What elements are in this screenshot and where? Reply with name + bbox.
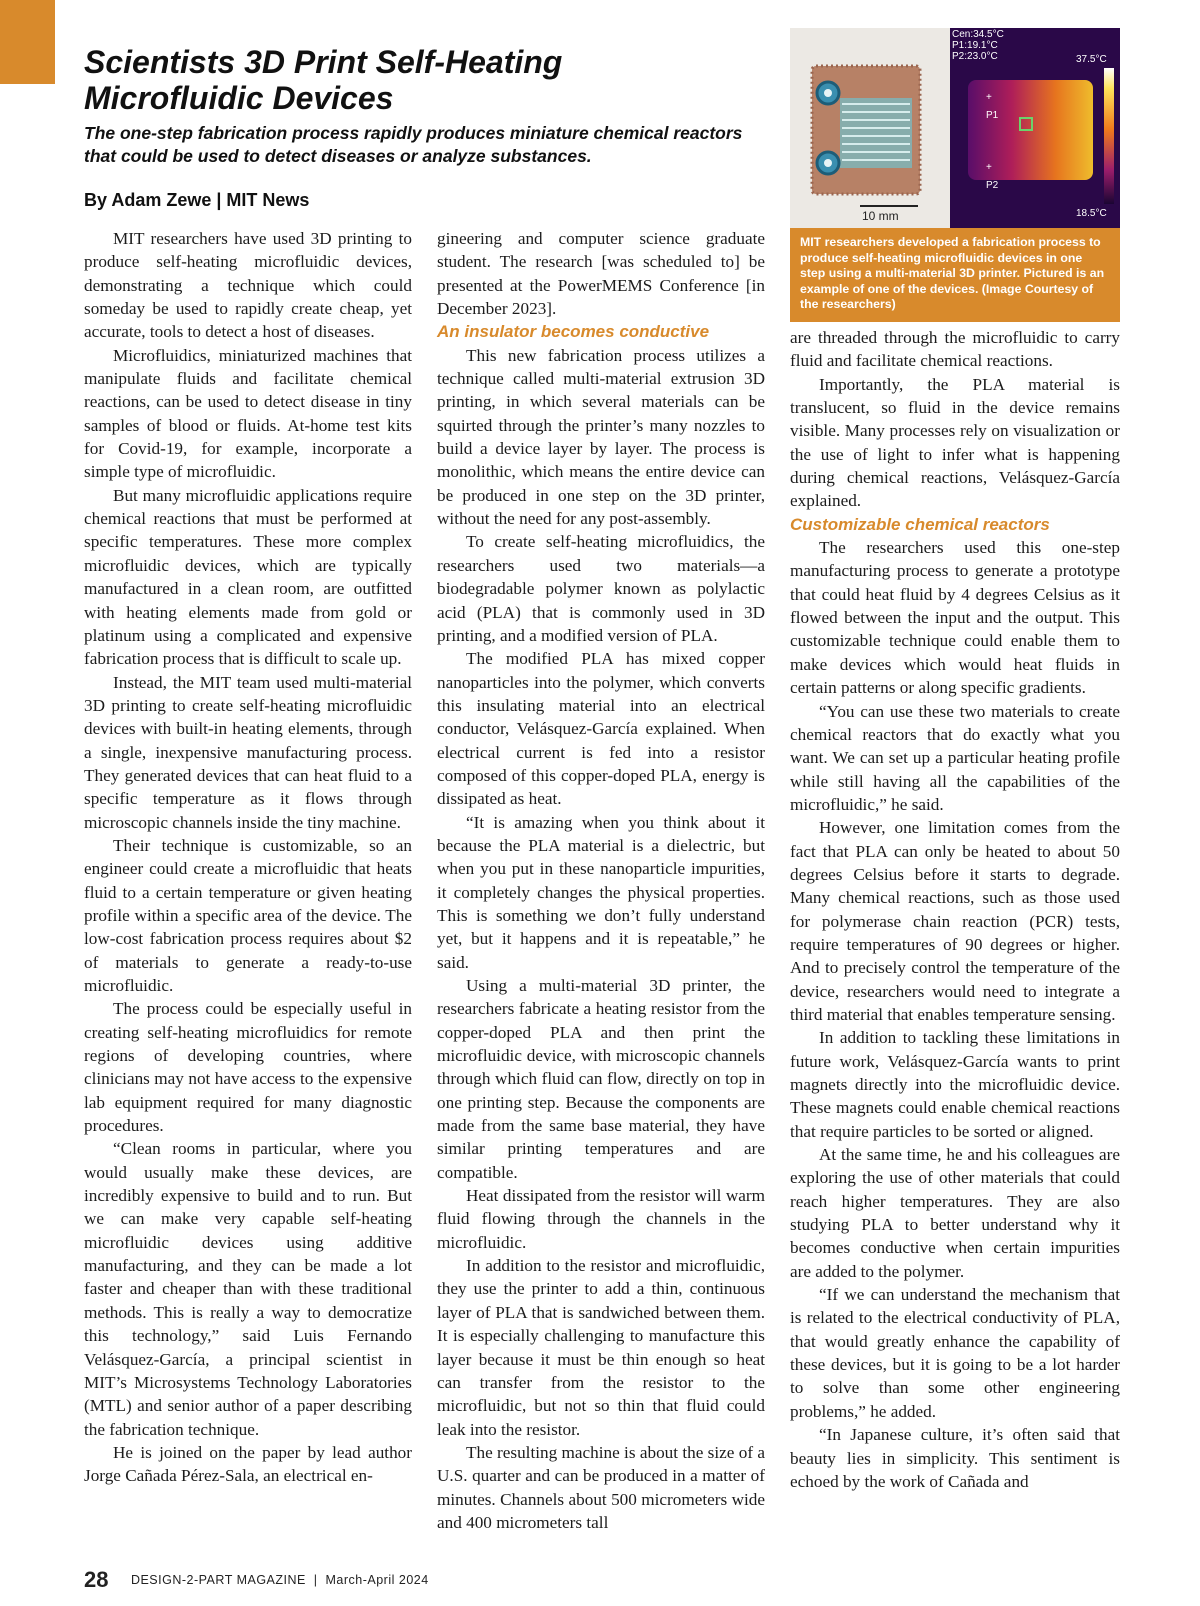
headline-line-1: Scientists 3D Print Self-Heating: [84, 44, 563, 80]
paragraph: He is joined on the paper by lead author Jorge Cañada Pérez-Sala, an electrical en-: [84, 1442, 412, 1486]
p1-label: P1: [986, 110, 999, 121]
paragraph: This new fabrication process utilizes a technique called multi-material extrusion 3D printing, in which several materials can be squirted through the printer’s many nozzles to build a device layer by layer. The process is monolithic, which means the entire device can be produced in one step on the 3D printer, without the need for any post-assembly.: [437, 345, 765, 529]
article-figure: [790, 28, 1120, 322]
scale-min-label: 18.5°C: [1076, 208, 1107, 219]
paragraph: “It is amazing when you think about it because the PLA material is a dielectric, but when you put in these nanoparticle impurities, it completely changes the physical properties. This is something we don’t fully understand yet, but it happens and it is repeatable,” he said.: [437, 812, 765, 972]
subheading-customizable: Customizable chemical reactors: [790, 514, 1050, 534]
section-tab-accent: [0, 0, 55, 84]
paragraph: Their technique is customizable, so an engineer could create a microfluidic that heats fluid to a certain temperature or given heating profile within a specific area of the device. The low-cost fabrication process requires about $2 of materials to generate a ready-to-use microfluidic.: [84, 835, 412, 995]
paragraph: The researchers used this one-step manufacturing process to generate a prototype that could heat fluid by 4 degrees Celsius as it flowed between the input and the output. This customizable technique could enable them to make devices which would heat fluids in certain patterns or along specific gradients.: [790, 538, 1120, 698]
headline-line-2: Microfluidic Devices: [84, 80, 394, 116]
outlet-port-hole: [824, 159, 832, 167]
scale-max-label: 37.5°C: [1076, 54, 1107, 65]
paragraph: are threaded through the microfluidic to carry fluid and facilitate chemical reactions.: [790, 328, 1120, 371]
page-footer: [84, 1567, 429, 1593]
column-1: [84, 227, 412, 1488]
paragraph: The modified PLA has mixed copper nanoparticles into the polymer, which converts this insulating material into an electrical conductor, Velásquez-García explained. When electrical current is fed into a resistor composed of this copper-doped PLA, energy is dissipated as heat.: [437, 649, 765, 809]
paragraph: Using a multi-material 3D printer, the researchers fabricate a heating resistor from the copper-doped PLA and then print the microfluidic device, with microscopic channels through which fluid can flow, directly on top in one printing step. Because the components are made from the same base material, they have similar printing temperatures and are compatible.: [437, 976, 765, 1182]
paragraph: “You can use these two materials to create chemical reactors that do exactly what you want. We can set up a particular heating profile while still having all the capabilities of the microfluidic,” he said.: [790, 701, 1120, 814]
microfluidic-channels: [840, 98, 912, 168]
paragraph: Instead, the MIT team used multi-material 3D printing to create self-heating microfluidic devices with built-in heating elements, through a single, inexpensive manufacturing process. They generated devices that can heat fluid to a specific temperature as it flows through microscopic channels inside the tiny machine.: [84, 672, 412, 832]
device-thermal-photo: [790, 28, 1120, 228]
paragraph: “In Japanese culture, it’s often said that beauty lies in simplicity. This sentiment is echoed by the work of Cañada and: [790, 1425, 1120, 1491]
paragraph: gineering and computer science graduate student. The research [was scheduled to] be presented at the PowerMEMS Conference [in December 2023].: [437, 229, 765, 319]
thermal-readout-cen: Cen:34.5°C: [952, 29, 1004, 40]
paragraph: However, one limitation comes from the fact that PLA can only be heated to about 50 degrees Celsius before it starts to degrade. Many chemical reactions, such as those used for polymerase chain reaction (PCR) tests, require temperatures of 90 degrees or higher. And to precisely control the temperature of the device, researchers would need to integrate a third material that enables temperature sensing.: [790, 818, 1120, 1024]
p2-crosshair-icon: +: [986, 162, 992, 173]
article-byline: By Adam Zewe | MIT News: [84, 190, 310, 210]
article-deck: The one-step fabrication process rapidly produces miniature chemical reactors that could be used to detect diseases or analyze substances.: [84, 123, 743, 166]
paragraph: At the same time, he and his colleagues are exploring the use of other materials that could reach higher temperatures. They are also studying PLA to better understand why it becomes conductive when certain impurities are added to the polymer.: [790, 1145, 1120, 1281]
inlet-port-hole: [824, 89, 832, 97]
paragraph: “Clean rooms in particular, where you would usually make these devices, are incredibly expensive to build and to run. But we can make very capable self-heating microfluidic devices using additive manufacturing, and they can be made a lot faster and cheaper than with these traditional methods. This is really a way to democratize this technology,” said Luis Fernando Velásquez-García, a principal scientist in MIT’s Microsystems Technology Laboratories (MTL) and senior author of a paper describing the fabrication technique.: [84, 1139, 412, 1439]
paragraph: MIT researchers have used 3D printing to produce self-heating microfluidic devices, demonstrating a technique which could someday be used to rapidly create cheap, yet accurate, tools to detect a host of diseases.: [84, 229, 412, 342]
temperature-scale: [1104, 68, 1114, 204]
thermal-readout-p2: P2:23.0°C: [952, 51, 998, 62]
paragraph: Importantly, the PLA material is translucent, so fluid in the device remains visible. Many processes rely on visualization or the use of light to infer what is happening during chemical reactions, Velásquez-García explained.: [790, 374, 1120, 511]
device-photo-illustration: [790, 28, 1120, 228]
paragraph: “If we can understand the mechanism that is related to the electrical conductivity of PLA, that would greatly enhance the capability of these devices, but it is going to be a lot harder to solve than some other engineering problems,” he added.: [790, 1285, 1120, 1421]
article-headline: [84, 44, 764, 116]
column-2: [437, 227, 765, 1534]
page-number: 28: [84, 1567, 109, 1592]
paragraph: In addition to tackling these limitations in future work, Velásquez-García wants to print magnets directly into the microfluidic device. These magnets could enable chemical reactions that require particles to be sorted or aligned.: [790, 1028, 1120, 1141]
paragraph: But many microfluidic applications require chemical reactions that must be performed at specific temperatures. These more complex microfluidic devices, which are typically manufactured in a clean room, are outfitted with heating elements made from gold or platinum using a complicated and expensive fabrication process that is difficult to scale up.: [84, 485, 412, 669]
subheading-insulator: An insulator becomes conductive: [437, 322, 710, 342]
thermal-readout-p1: P1:19.1°C: [952, 40, 998, 51]
p1-crosshair-icon: +: [986, 92, 992, 103]
magazine-issue: DESIGN-2-PART MAGAZINE | March-April 2024: [130, 1573, 429, 1587]
paragraph: Microfluidics, miniaturized machines that manipulate fluids and facilitate chemical reactions, can be used to detect disease in tiny samples of blood or fluids. At-home test kits for Covid-19, for example, incorporate a simple type of microfluidic.: [84, 345, 412, 482]
paragraph: To create self-heating microfluidics, the researchers used two materials—a biodegradable polymer known as polylactic acid (PLA) that is commonly used in 3D printing, and a modified version of PLA.: [437, 532, 765, 645]
paragraph: The process could be especially useful in creating self-heating microfluidics for remote regions of developing countries, where clinicians may not have access to the expensive lab equipment required for many diagnostic procedures.: [84, 999, 412, 1136]
paragraph: The resulting machine is about the size of a U.S. quarter and can be produced in a matter of minutes. Channels about 500 micrometers wide and 400 micrometers tall: [437, 1442, 765, 1532]
paragraph: Heat dissipated from the resistor will warm fluid flowing through the channels in the microfluidic.: [437, 1186, 765, 1252]
p2-label: P2: [986, 180, 999, 191]
paragraph: In addition to the resistor and microfluidic, they use the printer to add a thin, continuous layer of PLA that is sandwiched between them. It is especially challenging to manufacture this layer because it must be thin enough so heat can transfer from the resistor to the microfluidic, but not so thin that fluid could leak into the resistor.: [437, 1256, 765, 1439]
column-3: [790, 326, 1120, 1493]
scale-bar-label: 10 mm: [862, 209, 899, 223]
figure-caption: MIT researchers developed a fabrication process to produce self-heating microfluidic devices in one step using a multi-material 3D printer. Pictured is an example of one of the devices. (Image Courtesy of the researchers): [790, 228, 1120, 322]
